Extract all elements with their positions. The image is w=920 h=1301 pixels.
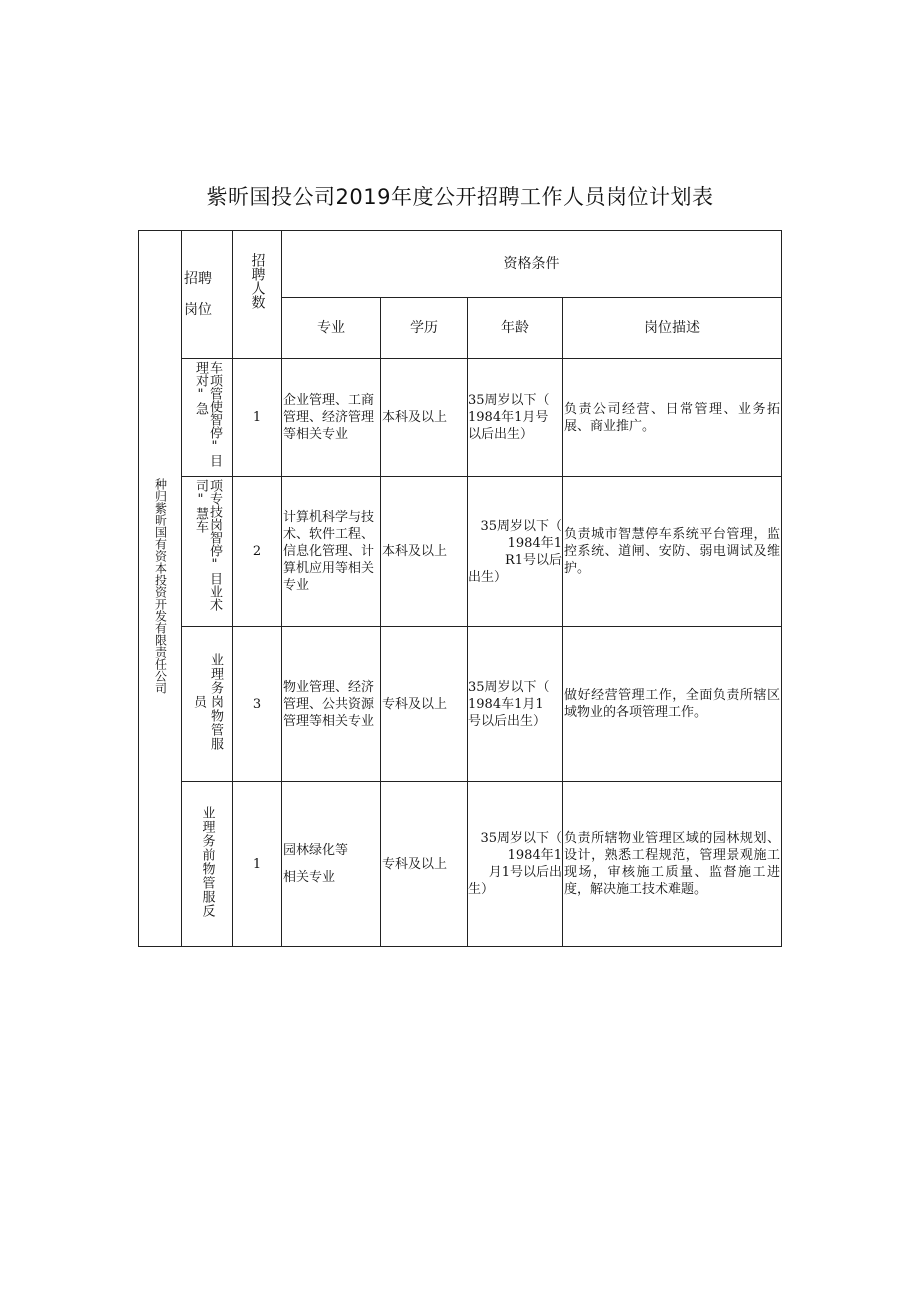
major-cell: 企业管理、工商管理、经济管理等相关专业 <box>282 359 381 477</box>
age-line: 生） <box>468 882 495 897</box>
table-row <box>139 627 782 782</box>
header-major: 专业 <box>282 298 381 359</box>
post-name: 项专技岗智停"目业术司"慧车 <box>193 479 222 611</box>
header-post <box>182 231 233 359</box>
table-row <box>139 782 782 947</box>
header-education: 学历 <box>381 298 468 359</box>
post-name: 业理务岗物管服员 <box>191 652 223 751</box>
age-line: 35周岁以下（ <box>480 831 562 846</box>
count-cell: 1 <box>233 359 282 477</box>
post-cell <box>182 359 233 477</box>
count-cell: 2 <box>233 477 282 627</box>
post-name: 业理务前物管服反 <box>199 805 215 918</box>
age-cell <box>468 627 563 782</box>
major-line: 相关专业 <box>283 870 336 885</box>
major-cell <box>282 782 381 947</box>
header-age: 年龄 <box>468 298 563 359</box>
age-line: 1984年1 <box>507 535 562 551</box>
page-title: 紫昕国投公司2019年度公开招聘工作人员岗位计划表 <box>206 185 714 209</box>
recruitment-plan-table <box>138 230 782 947</box>
education-cell: 专科及以上 <box>381 782 468 947</box>
description-cell: 负责公司经营、日常管理、业务拓展、商业推广。 <box>563 359 782 477</box>
header-post-line2: 岗位 <box>184 301 212 318</box>
header-post-line1: 招聘 <box>184 270 212 287</box>
table-row <box>139 477 782 627</box>
company-name: 种归紫昕国有资本投资开发有限责任公司 <box>153 478 168 694</box>
age-line: R1号以后 <box>504 552 562 568</box>
post-cell <box>182 782 233 947</box>
age-line: 35周岁以下（ <box>468 679 550 695</box>
age-line: 1984年1 <box>507 848 562 863</box>
age-line: 以后出生） <box>468 427 534 442</box>
age-line: 月1号以后出 <box>488 865 562 880</box>
table-row <box>139 359 782 477</box>
major-cell: 计算机科学与技术、软件工程、信息化管理、计算机应用等相关专业 <box>282 477 381 627</box>
header-qualification: 资格条件 <box>282 231 782 298</box>
age-cell <box>468 782 563 947</box>
age-cell <box>468 359 563 477</box>
education-cell: 本科及以上 <box>381 477 468 627</box>
major-line: 园林绿化等 <box>283 843 349 858</box>
post-cell <box>182 477 233 627</box>
count-cell: 3 <box>233 627 282 782</box>
description-cell: 负责所辖物业管理区域的园林规划、设计，熟悉工程规范，管理景观施工现场，审核施工质量、监督施工进度，解决施工技术难题。 <box>563 782 782 947</box>
count-cell: 1 <box>233 782 282 947</box>
age-line: 1984车1月1 <box>468 696 544 712</box>
post-cell <box>182 627 233 782</box>
age-line: 35周岁以下（ <box>480 518 562 534</box>
description-cell: 负责城市智慧停车系统平台管理，监控系统、道闸、安防、弱电调试及维护。 <box>563 477 782 627</box>
age-cell <box>468 477 563 627</box>
header-count <box>233 231 282 359</box>
education-cell: 本科及以上 <box>381 359 468 477</box>
age-line: 出生） <box>468 569 508 585</box>
post-name: 车项管使智停"目理对"急 <box>193 361 222 467</box>
age-line: 号以后出生） <box>468 713 547 729</box>
header-count-label: 招聘人数 <box>249 253 266 309</box>
age-line: 1984年1月号 <box>468 410 549 425</box>
header-description: 岗位描述 <box>563 298 782 359</box>
company-cell <box>139 231 182 947</box>
major-cell: 物业管理、经济管理、公共资源管理等相关专业 <box>282 627 381 782</box>
education-cell: 专科及以上 <box>381 627 468 782</box>
age-line: 35周岁以下（ <box>468 393 550 408</box>
description-cell: 做好经营管理工作，全面负责所辖区域物业的各项管理工作。 <box>563 627 782 782</box>
